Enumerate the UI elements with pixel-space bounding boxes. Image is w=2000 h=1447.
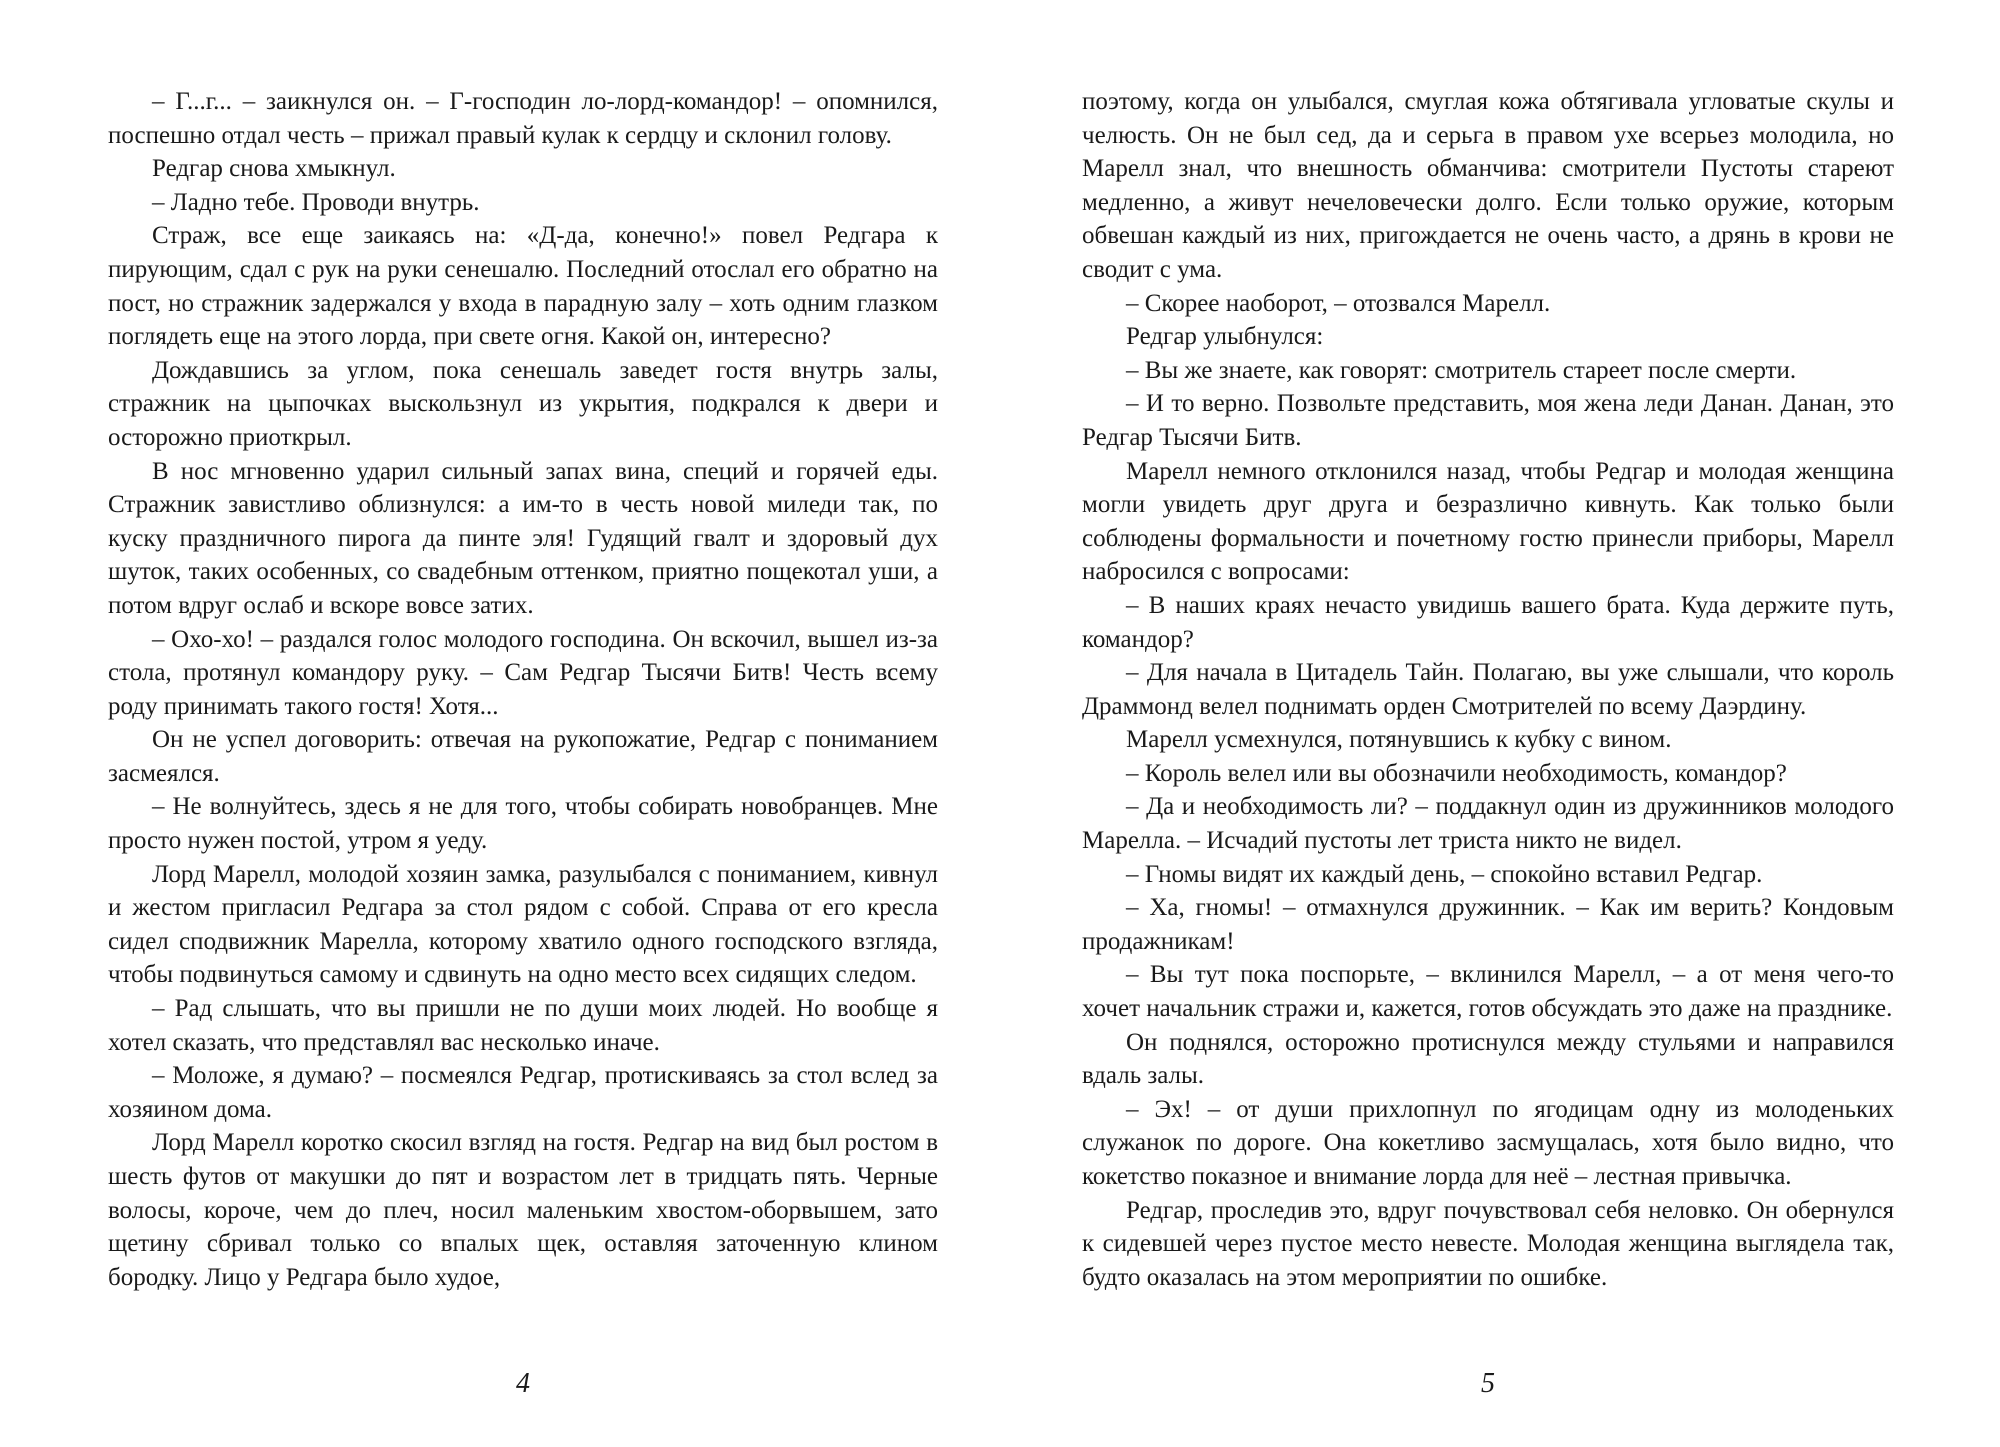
paragraph: – Г...г... – заикнулся он. – Г-господин ло-лорд-командор! – опомнился, поспешно отдал честь – прижал правый кулак к сердцу и склонил голову.: [108, 88, 938, 149]
paragraph: – Ха, гномы! – отмахнулся дружинник. – Как им верить? Кондовым продажникам!: [1082, 894, 1894, 955]
continued-paragraph: поэтому, когда он улыбался, смуглая кожа обтягивала угловатые скулы и челюсть. Он не был сед, да и серьга в правом ухе всерьез молодила, но Марелл знал, что внешность обманчива: смотрители Пустоты стареют медленно, а живут нечеловечески долго. Если только оружие, которым обвешан каждый из них, пригождается не очень часто, а дрянь в крови не сводит с ума.: [1082, 88, 1894, 283]
paragraph: – Скорее наоборот, – отозвался Марелл.: [1126, 289, 1551, 317]
paragraph: – Для начала в Цитадель Тайн. Полагаю, вы уже слышали, что король Драммонд велел поднимать орден Смотрителей по всему Даэрдину.: [1082, 659, 1894, 720]
left-page: [108, 85, 938, 1415]
paragraph: – Не волнуйтесь, здесь я не для того, чтобы собирать новобранцев. Мне просто нужен постой, утром я уеду.: [108, 793, 938, 855]
left-page-text: [108, 85, 938, 1294]
paragraph: – В наших краях нечасто увидишь вашего брата. Куда держите путь, командор?: [1082, 591, 1894, 653]
paragraph: – Король велел или вы обозначили необходимость, командор?: [1126, 759, 1787, 787]
paragraph: В нос мгновенно ударил сильный запах вина, специй и горячей еды. Стражник завистливо облизнулся: а им-то в честь новой миледи так, по куску праздничного пирога да пинте эля! Гудящий гвалт и здоровый дух шуток, таких особенных, со свадебным оттенком, приятно пощекотал уши, а потом вдруг ослаб и вскоре вовсе затих.: [108, 457, 938, 619]
paragraph: – Да и необходимость ли? – поддакнул один из дружинников молодого Марелла. – Исчадий пустоты лет триста никто не видел.: [1082, 793, 1894, 855]
paragraph: Он поднялся, осторожно протиснулся между стульями и направился вдаль залы.: [1082, 1028, 1894, 1090]
paragraph: – Вы же знаете, как говорят: смотритель стареет после смерти.: [1126, 356, 1797, 384]
paragraph: – И то верно. Позвольте представить, моя жена леди Данан. Данан, это Редгар Тысячи Битв.: [1082, 390, 1894, 451]
paragraph: – Эх! – от души прихлопнул по ягодицам одну из молоденьких служанок по дороге. Она кокетливо засмущалась, хотя было видно, что кокетство показное и внимание лорда для неё – лестная привычка.: [1082, 1095, 1894, 1190]
page-number: 5: [1481, 1368, 1495, 1399]
paragraph: Редгар, проследив это, вдруг почувствовал себя неловко. Он обернулся к сидевшей через пустое место невесте. Молодая женщина выглядела так, будто оказалась на этом мероприятии по ошибке.: [1082, 1196, 1894, 1291]
paragraph: Марелл немного отклонился назад, чтобы Редгар и молодая женщина могли увидеть друг друга и безразлично кивнуть. Как только были соблюдены формальности и почетному гостю принесли приборы, Марелл набросился с вопросами:: [1082, 457, 1894, 586]
paragraph: Он не успел договорить: отвечая на рукопожатие, Редгар с пониманием засмеялся.: [108, 726, 938, 787]
right-page-text: [1082, 85, 1894, 1294]
right-page: [1082, 85, 1894, 1415]
paragraph: Дождавшись за углом, пока сенешаль заведет гостя внутрь залы, стражник на цыпочках выскользнул из укрытия, подкрался к двери и осторожно приоткрыл.: [108, 356, 938, 451]
paragraph: – Моложе, я думаю? – посмеялся Редгар, протискиваясь за стол вслед за хозяином дома.: [108, 1062, 938, 1123]
paragraph: Лорд Марелл, молодой хозяин замка, разулыбался с пониманием, кивнул и жестом пригласил Редгара за стол рядом с собой. Справа от его кресла сидел сподвижник Марелла, которому хватило одного господского взгляда, чтобы подвинуться самому и сдвинуть на одно место всех сидящих следом.: [108, 860, 938, 989]
paragraph: – Ладно тебе. Проводи внутрь.: [152, 188, 480, 216]
paragraph: – Гномы видят их каждый день, – спокойно вставил Редгар.: [1126, 860, 1763, 888]
paragraph: Марелл усмехнулся, потянувшись к кубку с вином.: [1126, 726, 1672, 754]
paragraph: – Вы тут пока поспорьте, – вклинился Марелл, – а от меня чего-то хочет начальник стражи и, кажется, готов обсуждать это даже на празднике.: [1082, 961, 1894, 1023]
paragraph: Страж, все еще заикаясь на: «Д-да, конечно!» повел Редгара к пирующим, сдал с рук на руки сенешалю. Последний отослал его обратно на пост, но стражник задержался у входа в парадную залу – хоть одним глазком поглядеть еще на этого лорда, при свете огня. Какой он, интересно?: [108, 222, 938, 351]
paragraph: Редгар снова хмыкнул.: [152, 155, 396, 183]
paragraph: Лорд Марелл коротко скосил взгляд на гостя. Редгар на вид был ростом в шесть футов от макушки до пят и возрастом лет в тридцать пять. Черные волосы, короче, чем до плеч, носил маленьким хвостом-оборвышем, зато щетину сбривал только со впалых щек, оставляя заточенную клином бородку. Лицо у Редгара было худое,: [108, 1129, 938, 1291]
paragraph: – Рад слышать, что вы пришли не по души моих людей. Но вообще я хотел сказать, что представлял вас несколько иначе.: [108, 995, 938, 1056]
paragraph: Редгар улыбнулся:: [1126, 323, 1324, 351]
paragraph: – Охо-хо! – раздался голос молодого господина. Он вскочил, вышел из-за стола, протянул командору руку. – Сам Редгар Тысячи Битв! Честь всему роду принимать такого гостя! Хотя...: [108, 625, 938, 720]
page-number: 4: [516, 1368, 530, 1399]
